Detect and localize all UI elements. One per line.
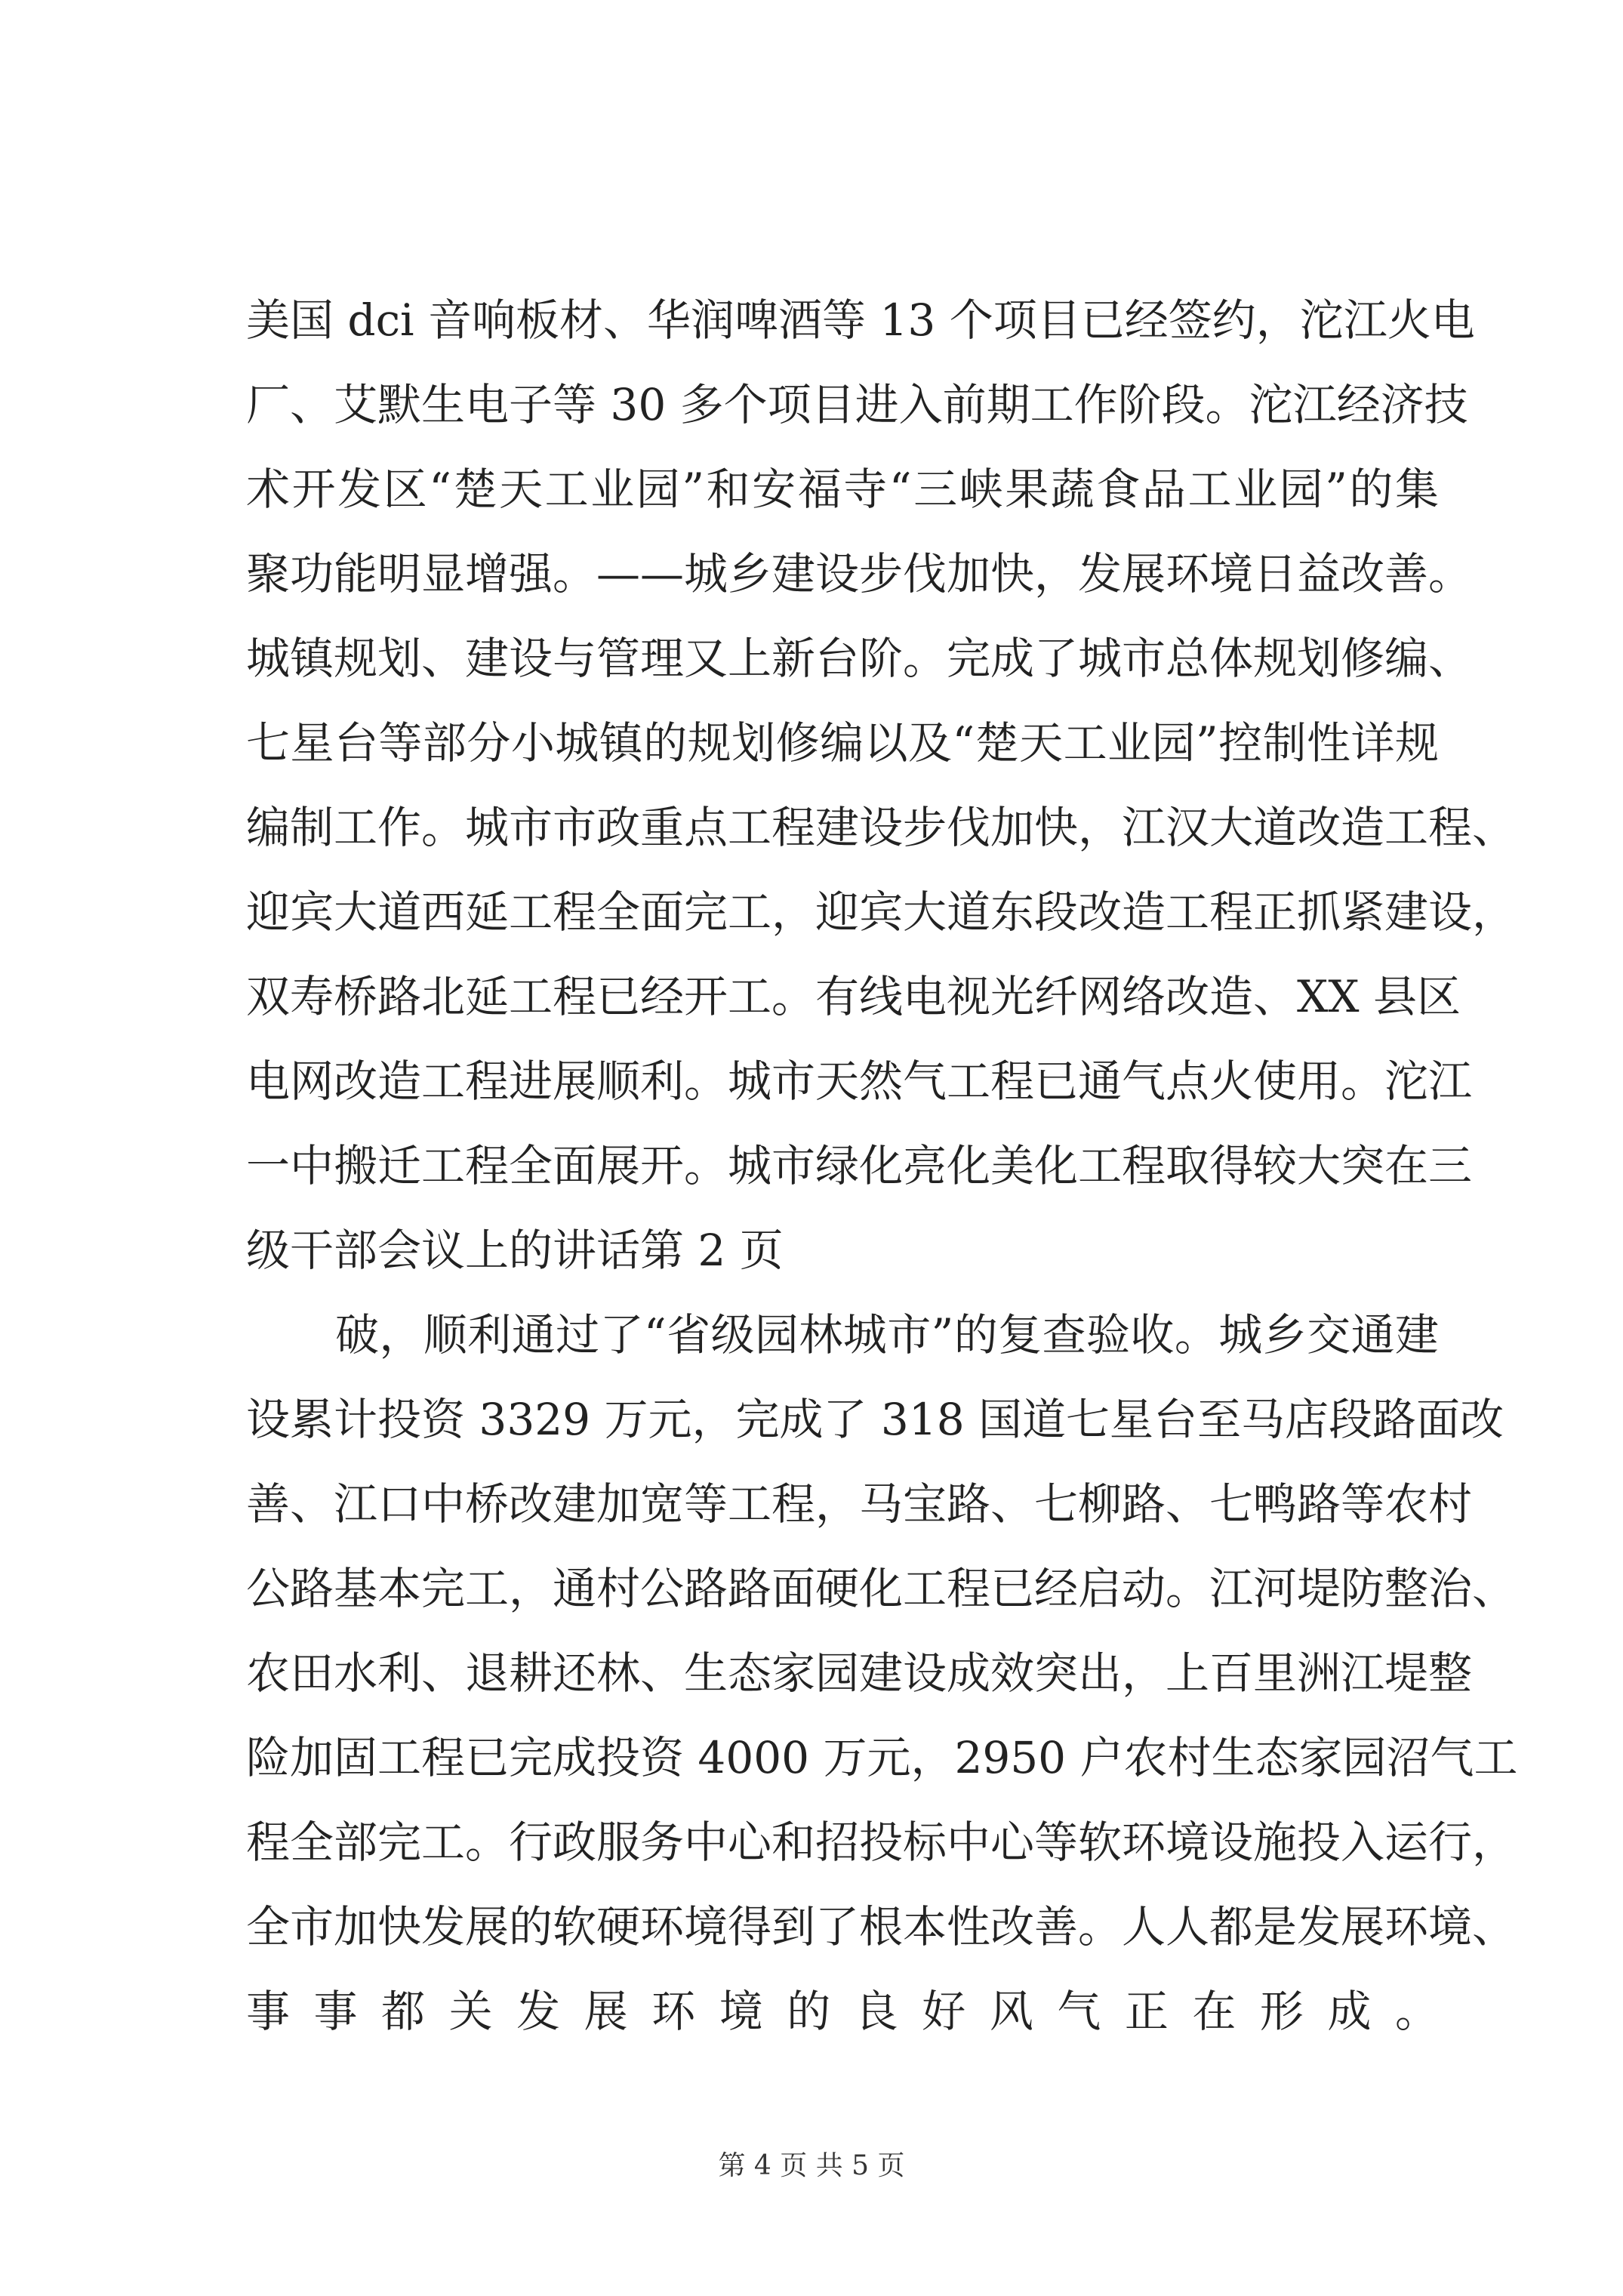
text-line: 城镇规划、建设与管理又上新台阶。完成了城市总体规划修编、 (246, 633, 1473, 684)
text-line: 电网改造工程进展顺利。城市天然气工程已通气点火使用。沱江 (246, 1056, 1473, 1107)
text-line: 七星台等部分小城镇的规划修编以及“楚天工业园”控制性详规 (246, 717, 1439, 769)
text-line: 一中搬迁工程全面展开。城市绿化亮化美化工程取得较大突在三 (246, 1140, 1473, 1191)
text-line: 美国 dci 音响板材、华润啤酒等 13 个项目已经签约，沱江火电 (246, 294, 1475, 346)
text-line: 设累计投资 3329 万元，完成了 318 国道七星台至马店段路面改 (246, 1394, 1504, 1445)
text-line: 级干部会议上的讲话第 2 页 (246, 1225, 784, 1276)
text-line: 险加固工程已完成投资 4000 万元，2950 户农村生态家园沼气工 (246, 1732, 1518, 1783)
text-line: 术开发区“楚天工业园”和安福寺“三峡果蔬食品工业园”的集 (246, 464, 1439, 515)
text-line: 厂、艾默生电子等 30 多个项目进入前期工作阶段。沱江经济技 (246, 379, 1468, 430)
text-line: 编制工作。城市市政重点工程建设步伐加快，江汉大道改造工程、 (246, 802, 1517, 853)
text-line: 迎宾大道西延工程全面完工，迎宾大道东段改造工程正抓紧建设， (246, 886, 1517, 938)
text-line: 农田水利、退耕还林、生态家园建设成效突出，上百里洲江堤整 (246, 1647, 1473, 1699)
text-line: 聚功能明显增强。——城乡建设步伐加快，发展环境日益改善。 (246, 548, 1473, 599)
text-line: 程全部完工。行政服务中心和招投标中心等软环境设施投入运行， (246, 1817, 1517, 1868)
text-line: 善、江口中桥改建加宽等工程，马宝路、七柳路、七鸭路等农村 (246, 1478, 1473, 1530)
paragraph-first-line: 破，顺利通过了“省级园林城市”的复查验收。城乡交通建 (335, 1309, 1439, 1361)
body-text (246, 278, 1518, 2054)
text-line: 双寿桥路北延工程已经开工。有线电视光纤网络改造、XX 县区 (246, 971, 1461, 1022)
text-line: 事事都关发展环境的良好风气正在形成。 (246, 1986, 1439, 2037)
text-line: 公路基本完工，通村公路路面硬化工程已经启动。江河堤防整治、 (246, 1563, 1517, 1614)
page-number-footer: 第 4 页 共 5 页 (718, 2150, 905, 2181)
text-line: 全市加快发展的软硬环境得到了根本性改善。人人都是发展环境、 (246, 1901, 1517, 1952)
